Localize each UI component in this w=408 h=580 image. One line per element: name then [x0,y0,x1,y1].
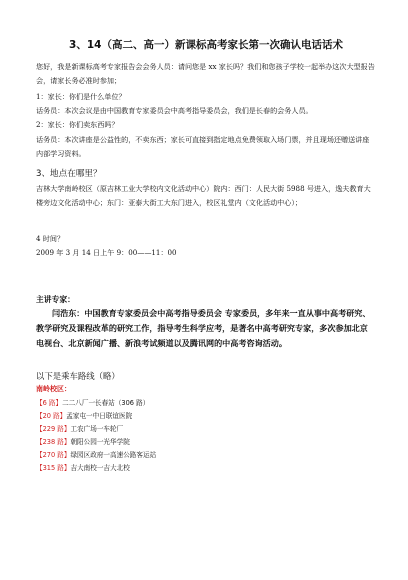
qa-block [36,90,376,161]
route-item [36,423,156,436]
intro-text: 您好，我是新课标高考专家报告会会务人员：请问您是 xx 家长吗？我们和您孩子学校一起举办这次大型报告会，请家长务必准时参加； [36,62,375,86]
speaker-heading: 主讲专家： [36,295,75,304]
route-item [36,410,156,423]
time-text: 2009 年 3 月 14 日上午 9：00——11：00 [36,248,177,258]
question-1: 1：家长：你们是什么单位？ [36,92,126,101]
answer-1: 话务员：本次会议是由中国教育专家委员会中高考指导委员会，我们是长春的会务人员。 [36,106,313,116]
location-text: 吉林大学南岭校区（原吉林工业大学校内文化活动中心）院内：西门：人民大街 5988 号进入，逸夫教育大楼旁边文化活动中心；东门：亚泰大街工大东门进入，校区礼堂内（文化活动中心）； [36,184,371,208]
route-desc: 二二八厂一长春站（306 路） [62,399,150,407]
route-number: 【229 路】 [36,425,71,433]
route-item [36,436,156,449]
route-item [36,397,156,410]
location-paragraph [36,182,376,210]
campus-label: 南岭校区： [36,385,71,393]
document-title: 3、14（高二、高一）新课标高考家长第一次确认电话话术 [69,39,343,51]
speaker-bio: 闫浩东：中国教育专家委员会中高考指导委员会 专家委员，多年来一直从事中高考研究、教学研究及课程改革的研究工作，指导考生科学应考，是著名中高考研究专家，多次参加北京电视台、北京新闻广播、新浪考试频道以及腾讯网的中高考咨询活动。 [36,308,371,349]
answer-2: 话务员：本次讲座是公益性的，不卖东西；家长可直接到指定地点免费领取入场门票，并且现场还赠送讲座内部学习资料。 [36,134,370,158]
section-3-heading: 3、地点在哪里？ [36,169,102,179]
route-number: 【20 路】 [36,412,67,420]
route-list [36,397,156,475]
route-desc: 绿园区政府一高速公路客运站 [70,451,157,459]
route-desc: 孟家屯一中日联谊医院 [66,412,133,420]
route-item [36,449,156,462]
intro-paragraph [36,60,376,88]
route-number: 【270 路】 [36,451,71,459]
route-desc: 工农广场一车轮厂 [70,425,124,433]
route-number: 【315 路】 [36,464,71,472]
section-4-heading: 4 时间？ [36,234,65,243]
route-desc: 朝阳公园一光华学院 [70,438,130,446]
routes-intro: 以下是乘车路线（略） [36,371,120,381]
route-number: 【238 路】 [36,438,71,446]
route-item [36,462,156,475]
time-block [36,232,376,260]
question-2: 2：家长：你们卖东西吗？ [36,120,119,130]
route-desc: 吉大南校一吉大北校 [70,464,130,472]
route-number: 【6 路】 [36,399,63,407]
